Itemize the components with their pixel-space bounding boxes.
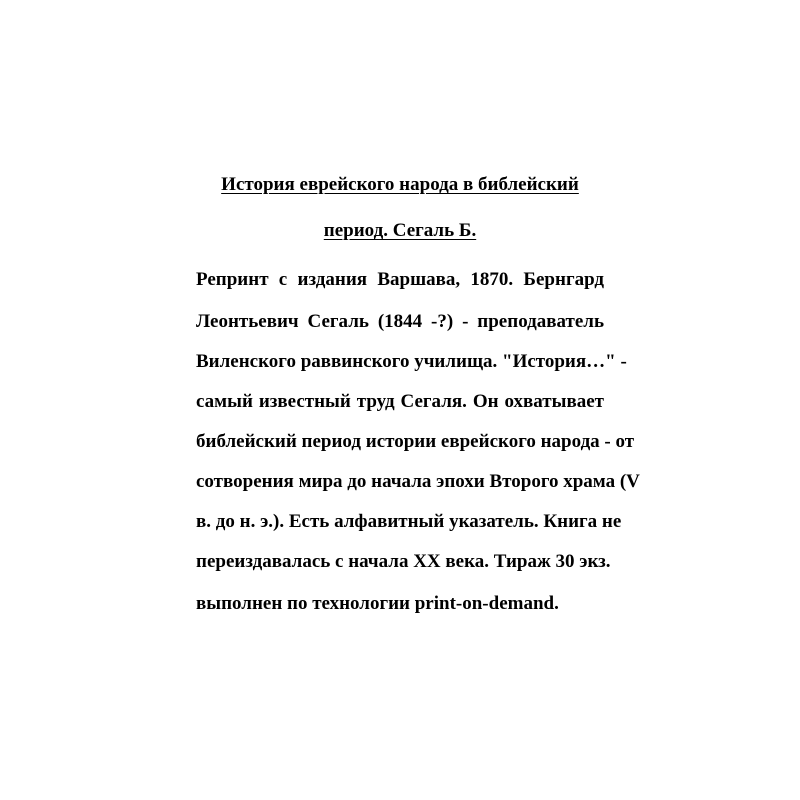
body-text-line-7: в. до н. э.). Есть алфавитный указатель. Книга не — [196, 511, 622, 532]
document-title-line-1: История еврейского народа в библейский — [221, 174, 579, 195]
body-text-line-5: библейский период истории еврейского народа - от — [196, 431, 635, 452]
body-text-line-8: переиздавалась с начала XX века. Тираж 30 экз. — [196, 551, 611, 572]
body-text-line-3: Виленского раввинского училища. "История…" - — [196, 351, 627, 372]
body-text-line-1: Репринт с издания Варшава, 1870. Бернгард — [196, 269, 604, 290]
body-text-line-4: самый известный труд Сегаля. Он охватывает — [196, 391, 604, 412]
body-text-line-9: выполнен по технологии print-on-demand. — [196, 593, 559, 614]
body-text-line-2: Леонтьевич Сегаль (1844 -?) - преподаватель — [196, 311, 604, 332]
body-text-line-6: сотворения мира до начала эпохи Второго храма (V — [196, 471, 640, 492]
document-title-line-2: период. Сегаль Б. — [323, 220, 477, 241]
